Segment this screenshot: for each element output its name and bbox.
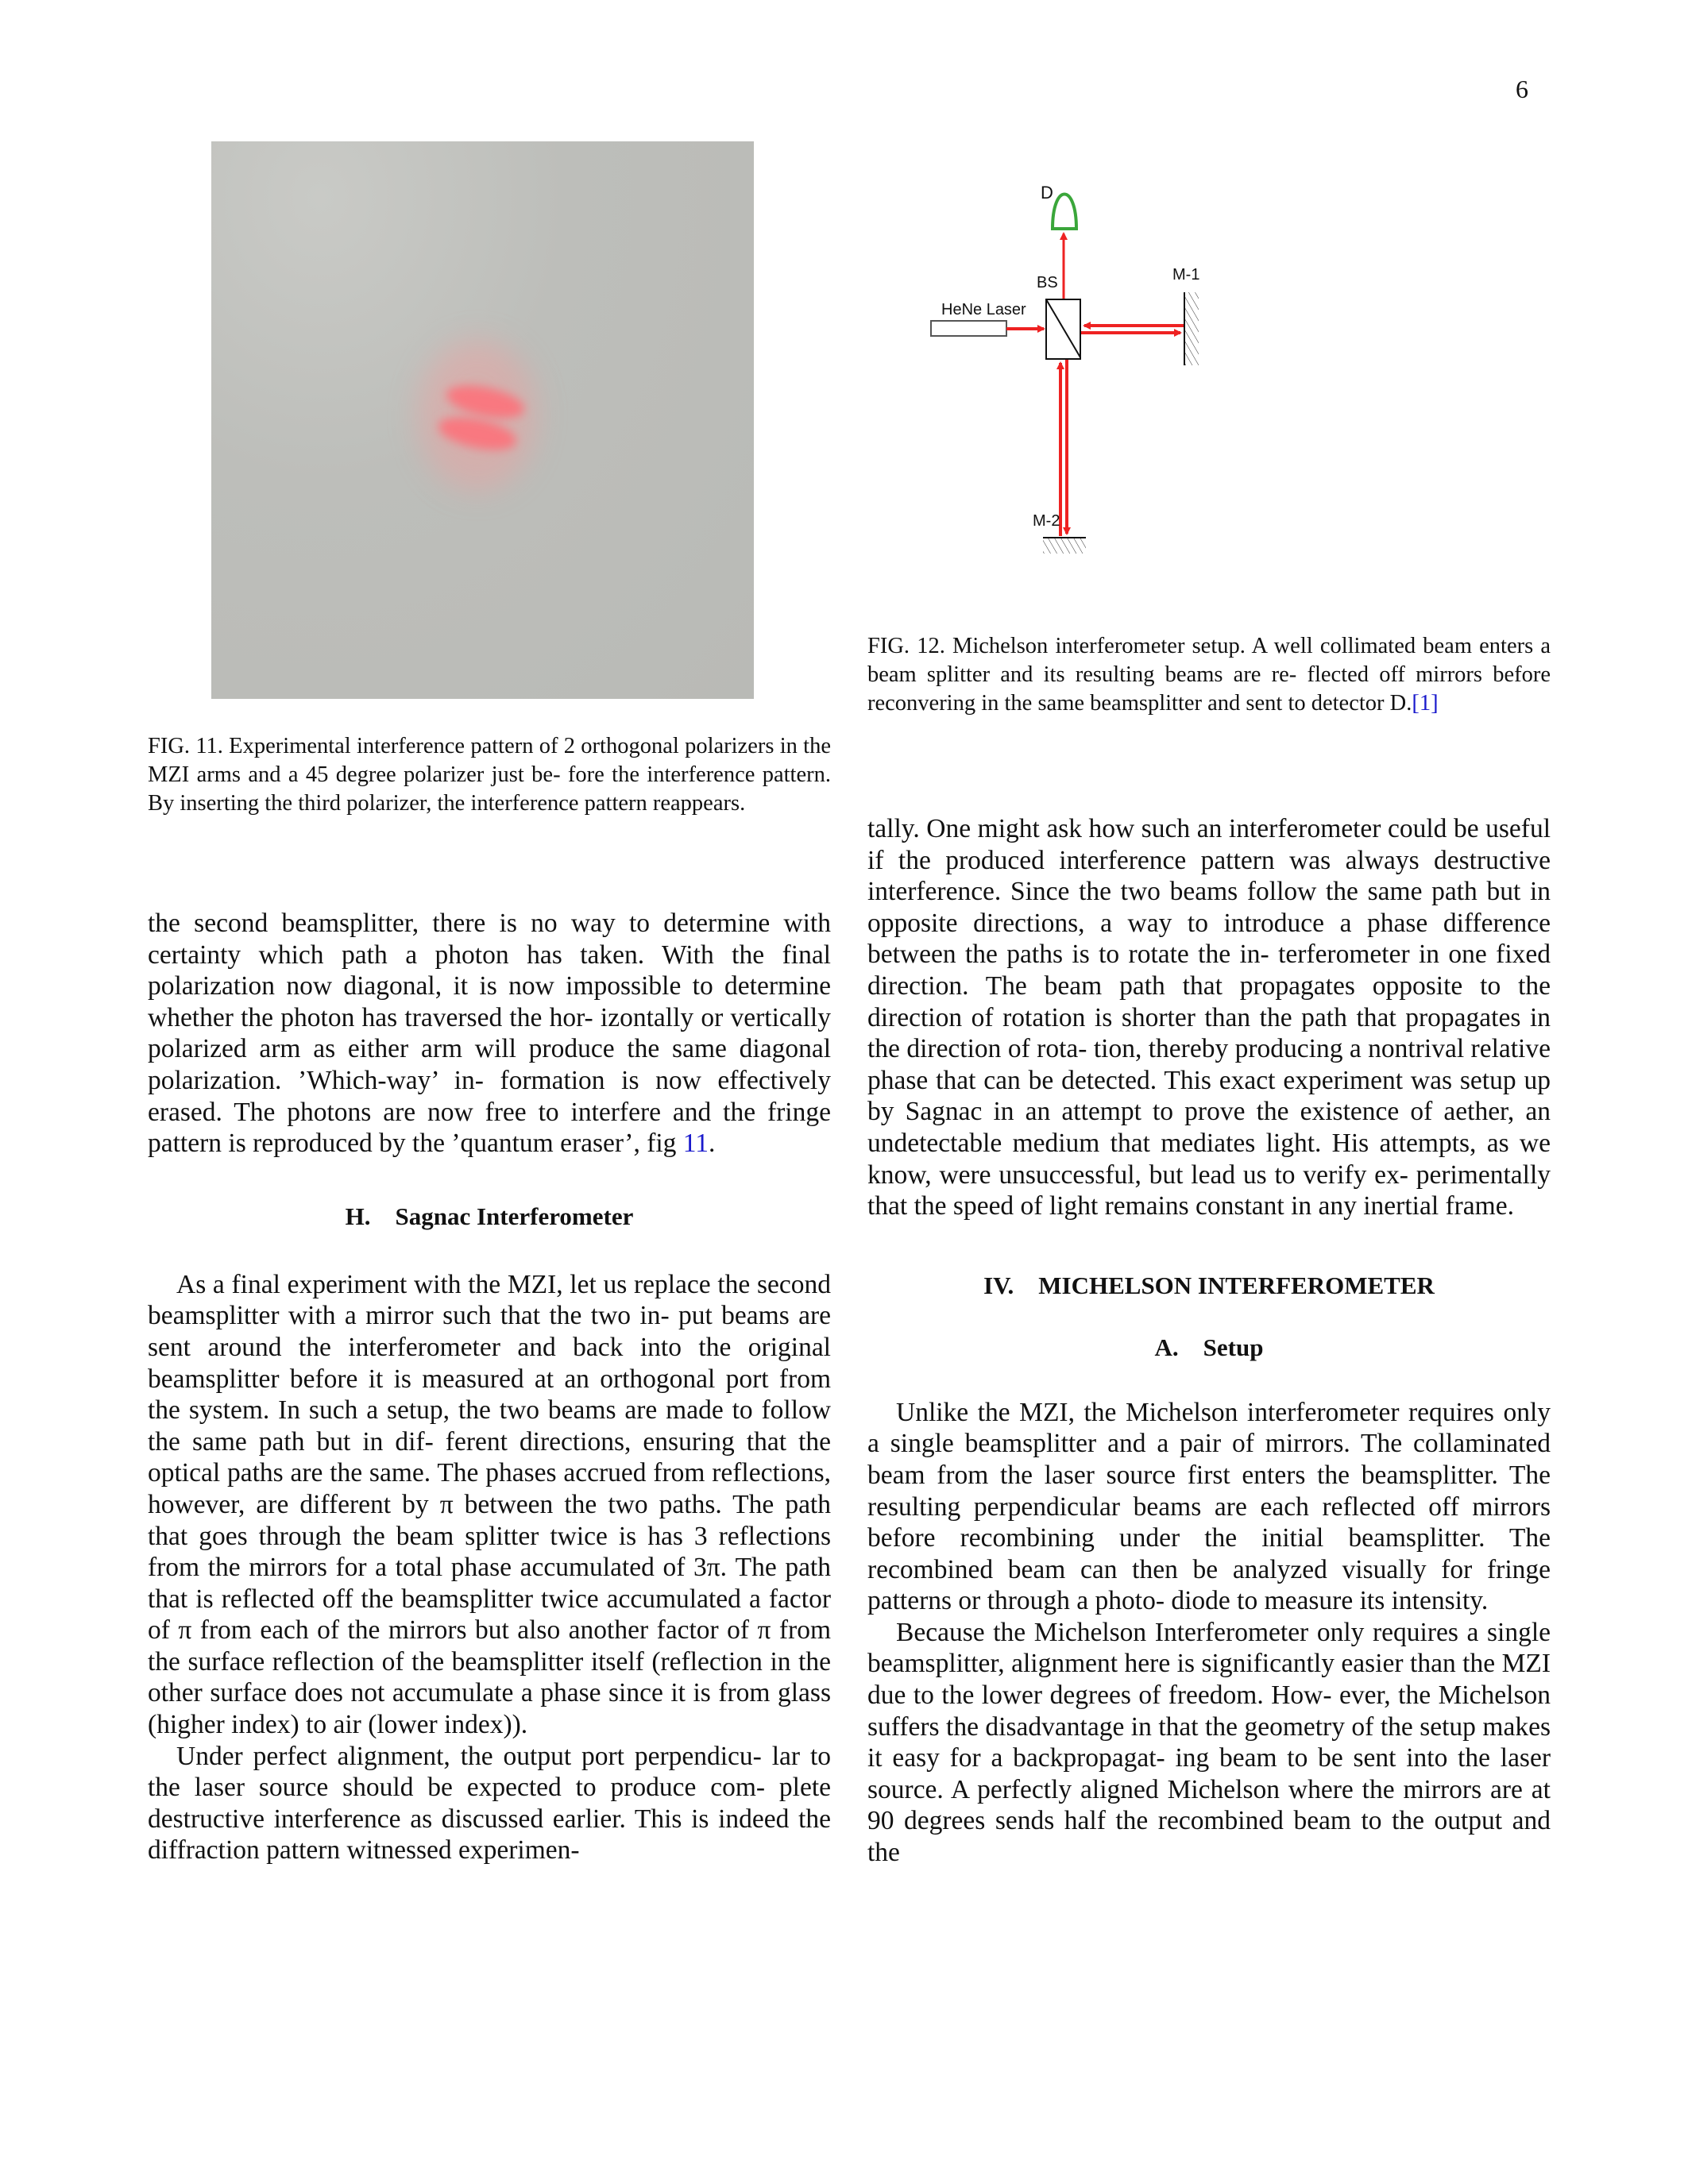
section-heading-michelson: IV. MICHELSON INTERFEROMETER (983, 1271, 1435, 1299)
figure-11-photo (211, 141, 754, 699)
bs-label: BS (1037, 274, 1058, 291)
paragraph-michelson-alignment: Because the Michelson Interferometer only requires a single beamsplitter, alignment here is significantly easier than the MZI due to the lower degrees of freedom. How- ever, the Michelson suffers the disadvantage in that the geometry of the setup makes it easy for a backpropagat- ing beam to be sent into the laser source. A perfectly aligned Michelson where the mirrors are at 90 degrees sends half the recombined beam to the output and the (867, 1617, 1551, 1868)
m1-label: M-1 (1172, 266, 1200, 284)
paragraph-sagnac-setup: As a final experiment with the MZI, let us replace the second beamsplitter with a mirror such that the two in- put beams are sent around the interferometer and back into the original beamsplitter before it is measured at an orthogonal port from the system. In such a setup, the two beams are made to follow the same path but in dif- ferent directions, ensuring that the optical paths are the same. The phases accrued from reflections, however, are different by π between the two paths. The path that goes through the beam splitter twice is has 3 reflections from the mirrors for a total phase accumulated of 3π. The path that is reflected off the beamsplitter twice accumulated a factor of π from each of the mirrors but also another factor of π from the surface reflection of the beamsplitter itself (reflection in the other surface does not accumulate a phase since it is from glass (higher index) to air (lower index)). (148, 1269, 831, 1740)
paragraph-quantum-eraser (148, 908, 831, 1160)
subsection-heading-setup: A. Setup (1154, 1333, 1264, 1361)
citation-link[interactable]: [1] (1412, 691, 1439, 716)
m2-label: M-2 (1033, 512, 1060, 530)
hene-laser (931, 301, 1026, 336)
figure-11-caption: FIG. 11. Experimental interference pattern of 2 orthogonal polarizers in the MZI arms and a 45 degree polarizer just be- fore the interference pattern. By inserting the third polarizer, the interference pattern reappears. (148, 734, 831, 816)
detector (1041, 183, 1076, 229)
figure-11-caption-block (148, 732, 831, 818)
beamsplitter (1037, 274, 1080, 359)
right-column (867, 813, 1551, 1869)
paragraph-text: the second beamsplitter, there is no way to determine with certainty which path a photon has taken. With the final polarization now diagonal, it is now impossible to determine whether the photon has traversed the hor- izontally or vertically polarized arm as either arm will produce the same diagonal polarization. ’Which-way’ in- formation is now effectively erased. The photons are now free to interfere and the fringe pattern is reproduced by the ’quantum eraser’, fig (148, 909, 831, 1159)
mirror-m1 (1172, 266, 1199, 365)
detector-label: D (1041, 183, 1053, 203)
paragraph-sagnac-rotation: tally. One might ask how such an interferometer could be useful if the produced interference pattern was always destructive interference. Since the two beams follow the same path but in opposite directions, a way to introduce a phase difference between the paths is to rotate the in- terferometer in one fixed direction. The beam path that propagates opposite to the direction of rotation is shorter than the path that propagates in the direction of rota- tion, thereby producing a nontrival relative phase that can be detected. This exact experiment was setup up by Sagnac in an attempt to prove the existence of aether, an undetectable medium that mediates light. His attempts, as we know, were unsuccessful, but lead us to verify ex- perimentally that the speed of light remains constant in any inertial frame. (867, 814, 1551, 1221)
paragraph-alignment: Under perfect alignment, the output port perpendicu- lar to the laser source should be expected to produce com- plete destructive interference as discussed earlier. This is indeed the diffraction pattern witnessed experimen- (148, 1741, 831, 1866)
left-column (148, 908, 831, 1866)
page-number: 6 (1516, 75, 1528, 103)
section-heading-sagnac: H. Sagnac Interferometer (345, 1202, 634, 1230)
figure-12-caption (867, 632, 1551, 718)
laser-label: HeNe Laser (941, 301, 1026, 318)
figure-12-diagram (874, 159, 1589, 572)
figure-11-link[interactable]: 11 (682, 1129, 709, 1159)
paragraph-end: . (709, 1129, 716, 1159)
paragraph-michelson-intro: Unlike the MZI, the Michelson interferometer requires only a single beamsplitter and a pair of mirrors. The collaminated beam from the laser source first enters the beamsplitter. The resulting perpendicular beams are each reflected off mirrors before recombining under the initial beamsplitter. The recombined beam can then be analyzed visually for fringe patterns or through a photo- diode to measure its intensity. (867, 1397, 1551, 1616)
figure-12-caption-block (867, 632, 1551, 718)
figure-12-caption-text: FIG. 12. Michelson interferometer setup. A well collimated beam enters a beam splitter and its resulting beams are re- flected off mirrors before reconvering in the same beamsplitter and sent to detector D. (867, 634, 1551, 716)
